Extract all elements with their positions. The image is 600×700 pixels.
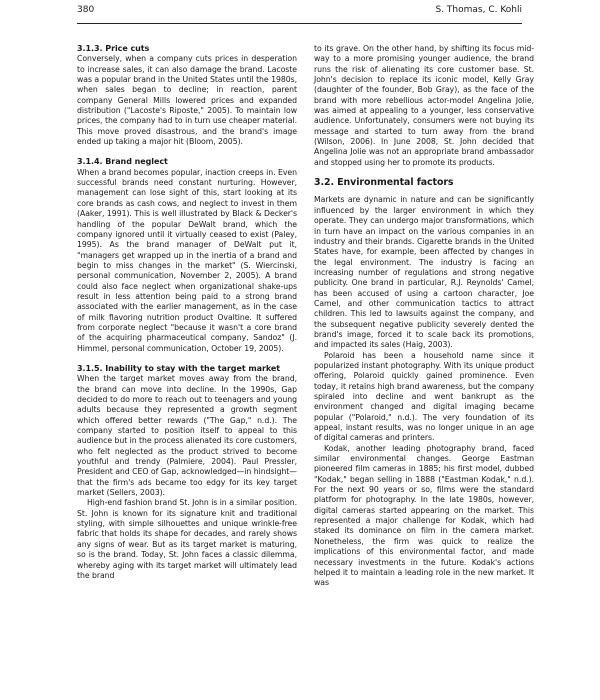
left-column (77, 44, 297, 581)
section-3-2-paragraph-2: Polaroid has been a household name since it popularized instant photography. With its unique product offering, Polaroid quickly gained prominence. Even today, it retains high brand awareness, but the company spiraled into decline and went bankrupt as the environment changed and digital imaging became popular ("Polaroid," n.d.). The very foundation of its appeal, instant results, was no longer unique in an age of digital cameras and printers. (314, 350, 534, 443)
section-3-2-paragraph-1: Markets are dynamic in nature and can be significantly influenced by the larger environment in which they operate. They can undergo major transformations, which in turn have an impact on the various companies in an industry and their brands. Cigarette brands in the United States have, for example, been affected by changes in the legal environment. The industry is facing an increasing number of regulations and strong negative publicity. One brand in particular, R.J. Reynolds' Camel, has been accused of using a cartoon character, Joe Camel, and other communication tactics to attract children. This led to lawsuits against the company, and the subsequent negative publicity severely dented the brand's image, forced it to scale back its promotions, and impacted its sales (Haig, 2003). (314, 195, 534, 350)
section-3-2-heading: 3.2. Environmental factors (314, 177, 454, 189)
section-3-2-paragraph-3: Kodak, another leading photography brand, faced similar environmental changes. George Eastman pioneered film cameras in 1885; his first model, dubbed "Kodak," began selling in 1888 ("Eastman Kodak," n.d.). For the next 90 years or so, films were the standard platform for photography. In the late 1980s, however, digital cameras started appearing on the market. This represented a major challenge for Kodak, which had staked its dominance on film in the camera market. Nonetheless, the firm was quick to realize the implications of this environmental factor, and made necessary investments in the future. Kodak's actions helped it to maintain a leading role in the new market. It was (314, 443, 534, 588)
page-number: 380 (77, 5, 95, 15)
section-3-1-5-paragraph-2: High-end fashion brand St. John is in a similar position. St. John is known for its signature knit and traditional styling, with simple silhouettes and unique wrinkle-free fabric that holds its shape for decades, and rarely shows any signs of wear. But as its target market is maturing, so is the brand. Today, St. John faces a classic dilemma, whereby aging with its target market will ultimately lead the brand (77, 498, 297, 580)
section-3-1-5-heading: 3.1.5. Inability to stay with the target market (77, 363, 281, 373)
section-3-1-4-heading: 3.1.4. Brand neglect (77, 157, 168, 167)
section-3-1-4-paragraph: When a brand becomes popular, inaction creeps in. Even successful brands need constant nurturing. However, management can lose sight of this, start looking at its core brands as cash cows, and neglect to invest in them (Aaker, 1991). This is well illustrated by Black & Decker's handling of the popular DeWalt brand, which the company ignored until it virtually ceased to exist (Paley, 1995). As the brand manager of DeWalt put it, "managers get wrapped up in the inertia of a brand and begin to miss changes in the market" (S. Wiercinski, personal communication, November 2, 2005). A brand could also face neglect when organizational shake-ups result in less attention being paid to a strong brand associated with the earlier management, as in the case of milk flavoring nutrition product Ovaltine. It suffered from corporate neglect "because it wasn't a core brand of the acquiring pharmaceutical company, Sandoz" (J. Himmel, personal communication, October 19, 2005). (77, 167, 297, 353)
continued-paragraph: to its grave. On the other hand, by shifting its focus mid-way to a more promising younger audience, the brand runs the risk of alienating its core customer base. St. John's decision to replace its iconic model, Kelly Gray (daughter of the founder, Bob Gray), as the face of the brand with more rebellious actor-model Angelina Jolie, was aimed at appealing to a younger, less conservative audience. Unfortunately, consumers were not buying its message and started to turn away from the brand (Wilson, 2006). In June 2008, St. John decided that Angelina Jolie was not an appropriate brand ambassador and stopped using her to promote its products. (314, 44, 534, 167)
section-3-1-3-heading: 3.1.3. Price cuts (77, 44, 150, 53)
right-column (314, 44, 534, 589)
author-names: S. Thomas, C. Kohli (435, 5, 522, 15)
section-3-1-3-paragraph: Conversely, when a company cuts prices in desperation to increase sales, it can also damage the brand. Lacoste was a popular brand in the United States until the 1980s, when sales began to decline; in reaction, parent company General Mills lowered prices and expanded distribution ("Lacoste's Riposte," 2005). To maintain low prices, the company had to in turn use cheaper material. This move proved disastrous, and the brand's image ended up taking a major hit (Bloom, 2005). (77, 54, 297, 147)
section-3-1-5-paragraph-1: When the target market moves away from the brand, the brand can move into decline. In the 1990s, Gap decided to do more to reach out to teenagers and young adults because they represented a growth segment which offered better rewards ("The Gap," n.d.). The company started to position itself to appeal to this audience but in the process alienated its core customers, who felt neglected as the product strived to become youthful and trendy (Palmiere, 2004). Paul Pressler, President and CEO of Gap, acknowledged—in hindsight—that the firm's ads became too edgy for its key target market (Sellers, 2003). (77, 374, 297, 498)
running-head (77, 5, 522, 24)
